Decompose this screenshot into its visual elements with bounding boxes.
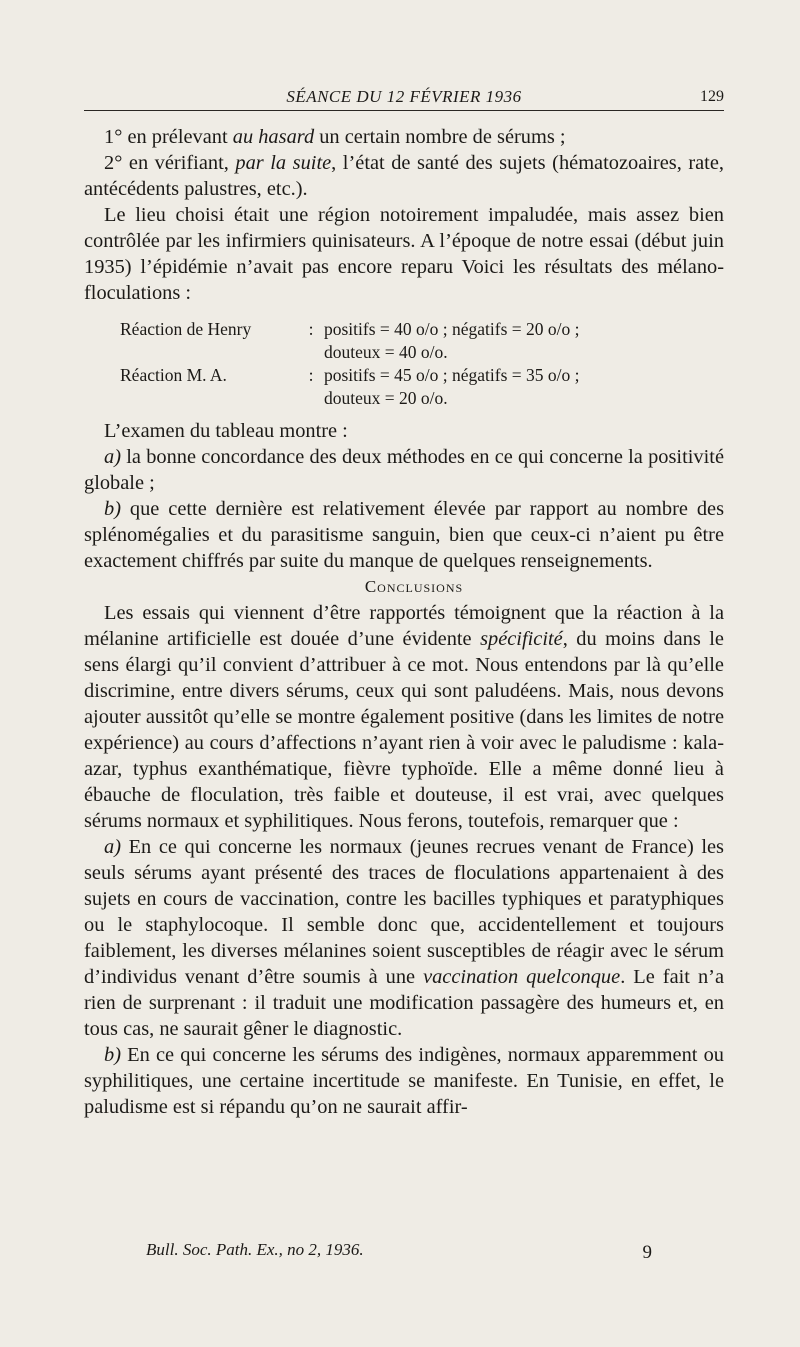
p6-text: que cette dernière est relativement élevée par rapport au nombre des splénomégalies et du parasitisme sanguin, bien que ceux-ci n’aient pu être exactement chiffrés par suite du manque de quelques renseignements. (84, 498, 724, 572)
signature-mark: 9 (642, 1242, 652, 1263)
paragraph-1 (84, 124, 724, 150)
running-head (84, 84, 724, 111)
ma-colon: : (308, 365, 314, 385)
page-footer (84, 1240, 724, 1266)
footer-citation: Bull. Soc. Path. Ex., no 2, 1936. (146, 1240, 364, 1259)
p9-marker: b) (104, 1044, 121, 1066)
p8-emphasis: vaccination quelconque (423, 966, 621, 988)
paragraph-3: Le lieu choisi était une région notoirement impaludée, mais assez bien contrôlée par les infirmiers quinisateurs. A l’époque de notre essai (début juin 1935) l’épidémie n’avait pas encore reparu Voici les résultats des mélano-floculations : (84, 204, 724, 304)
section-title: Conclusions (364, 577, 464, 596)
henry-line-2: douteux = 40 o/o. (324, 342, 448, 362)
paragraph-4: L’examen du tableau montre : (104, 420, 348, 442)
ma-label: Réaction M. A. (120, 365, 227, 385)
page-number: 129 (700, 88, 724, 105)
paragraph-6 (84, 496, 724, 574)
p2-text-a: 2° en vérifiant, (104, 152, 236, 174)
p1-text-c: un certain nombre de sérums ; (314, 126, 566, 148)
results-henry-row (120, 318, 724, 341)
paragraph-9 (84, 1042, 724, 1120)
p5-text: la bonne concordance des deux méthodes en ce qui concerne la positivité globale ; (84, 446, 724, 494)
henry-colon: : (308, 319, 314, 339)
p2-text-c: , l’état de santé des sujets (hématozoaires, rate, antécédents palustres, etc.). (84, 152, 724, 200)
p8-text-c: . Le fait n’a rien de surprenant : il traduit une modification passagère des humeurs et, en tous cas, ne saurait gêner le diagnostic. (84, 966, 724, 1040)
paragraph-7 (84, 600, 724, 834)
p9-text: En ce qui concerne les sérums des indigènes, normaux apparemment ou syphilitiques, une certaine incertitude se manifeste. En Tunisie, en effet, le paludisme est si répandu qu’on ne saurait affir- (84, 1044, 724, 1118)
paragraph-5 (84, 444, 724, 496)
p7-text-c: , du moins dans le sens élargi qu’il convient d’attribuer à ce mot. Nous entendons par là qu’elle discrimine, entre divers sérums, ceux qui sont paludéens. Mais, nous devons ajouter aussitôt qu’elle se montre également positive (dans les limites de notre expérience) au cours d’affections n’ayant rien à voir avec le paludisme : kala-azar, typhus exanthématique, fièvre typhoïde. Elle a même donné lieu à ébauche de floculation, très faible et douteuse, il est vrai, avec quelques sérums normaux et syphilitiques. Nous ferons, toutefois, remarquer que : (84, 628, 724, 832)
results-ma-row (120, 364, 724, 387)
p1-text-a: 1° en prélevant (104, 126, 233, 148)
p1-emphasis: au hasard (232, 126, 315, 148)
p8-marker: a) (104, 836, 121, 858)
p2-emphasis: par la suite (235, 152, 332, 174)
ma-line-2: douteux = 20 o/o. (324, 388, 448, 408)
results-block (120, 318, 724, 410)
p7-emphasis: spécificité (480, 628, 563, 650)
results-henry-row-2 (120, 341, 724, 364)
results-ma-row-2 (120, 387, 724, 410)
p5-marker: a) (104, 446, 121, 468)
paragraph-8 (84, 834, 724, 1042)
ma-line-1: positifs = 45 o/o ; négatifs = 35 o/o ; (324, 365, 580, 385)
henry-label: Réaction de Henry (120, 319, 252, 339)
p7-text-a: Les essais qui viennent d’être rapportés témoignent que la réaction à la mélanine artificielle est douée d’une évidente (84, 602, 724, 650)
body-text (84, 124, 724, 1120)
p6-marker: b) (104, 498, 121, 520)
p8-text-a: En ce qui concerne les normaux (jeunes recrues venant de France) les seuls sérums ayant présenté des traces de floculations appartenaient à des sujets en cours de vaccination, contre les bacilles typhiques et paratyphiques ou le staphylocoque. Il semble donc que, accidentellement et toujours faiblement, les diverses mélanines soient susceptibles de réagir avec le sérum d’individus venant d’être soumis à une (84, 836, 724, 988)
paragraph-2 (84, 150, 724, 202)
henry-line-1: positifs = 40 o/o ; négatifs = 20 o/o ; (324, 319, 580, 339)
running-title: SÉANCE DU 12 FÉVRIER 1936 (286, 87, 522, 106)
